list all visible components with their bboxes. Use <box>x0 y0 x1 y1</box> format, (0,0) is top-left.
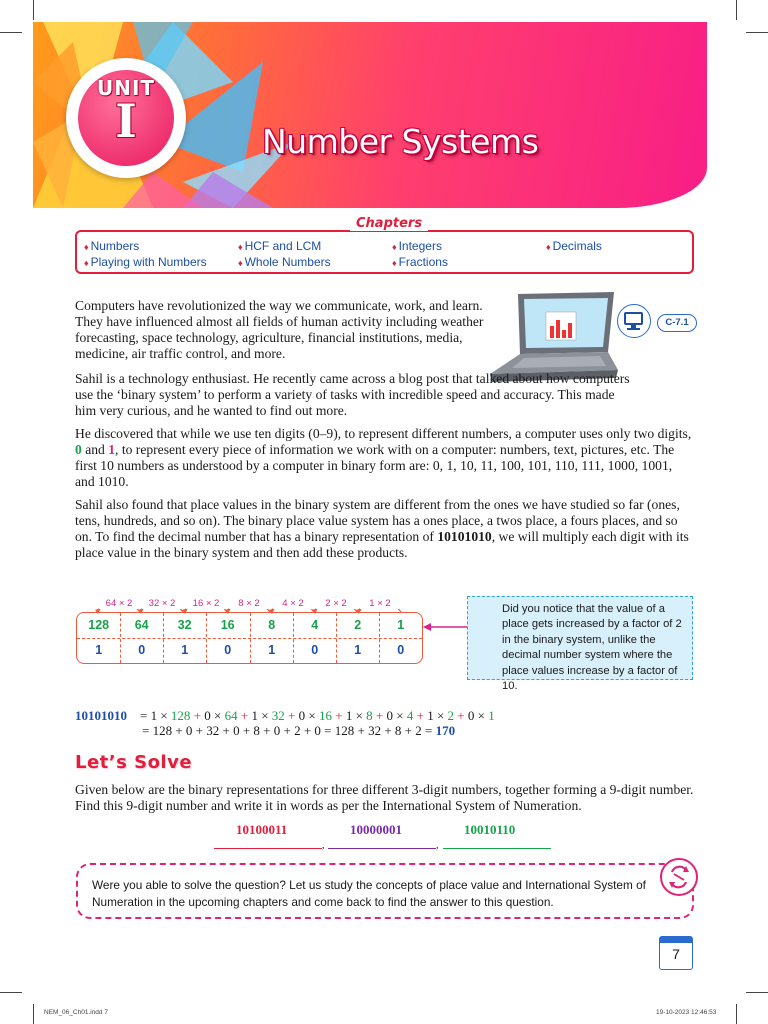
calculation-line-2: = 128 + 0 + 32 + 0 + 8 + 0 + 2 + 0 = 128 + 32 + 8 + 2 = 170 <box>142 723 456 738</box>
comma: , <box>436 840 439 851</box>
chapter-item[interactable]: ♦ Playing with Numbers <box>84 255 207 269</box>
note-box: Did you notice that the value of a place gets increased by a factor of 2 in the binary system, unlike the decimal number system where the place values increase by a factor of 10. <box>467 596 693 680</box>
slug-timestamp: 19-10-2023 12:46:53 <box>656 1009 717 1016</box>
digit-cell: 1 <box>354 643 362 657</box>
crop-mark <box>746 32 768 33</box>
place-value-cell: 16 <box>220 618 235 632</box>
answer-blank-3[interactable] <box>443 848 551 849</box>
crop-mark <box>746 992 768 993</box>
place-value-cell: 4 <box>311 618 319 632</box>
answer-blank-2[interactable] <box>328 848 436 849</box>
chapters-heading: Chapters <box>350 216 428 231</box>
arc-label: 2 × 2 <box>316 598 356 609</box>
crop-mark <box>33 1004 34 1024</box>
lets-solve-text: Given below are the binary representations for three different 3-digit numbers, together forming a 9-digit number. Find this 9-digit number and write it in words as per the International System of Numeration. <box>75 782 694 814</box>
digit-cell: 0 <box>397 643 405 657</box>
comma: , <box>322 840 325 851</box>
digit-cell: 0 <box>138 643 146 657</box>
paragraph-sahil: Sahil is a technology enthusiast. He recently came across a blog post that talked about how computers use the ‘binary system’ to perform a variety of tasks with incredible speed and accuracy. This made him very curious, and he wanted to find out more. <box>75 371 630 419</box>
chapter-item[interactable]: ♦ Numbers <box>84 239 140 253</box>
binary-number-3: 10010110 <box>464 822 516 837</box>
arc-label: 32 × 2 <box>142 598 182 609</box>
place-value-cell: 64 <box>134 618 149 632</box>
crop-mark <box>0 32 22 33</box>
digit-cell: 1 <box>95 643 103 657</box>
chapter-item[interactable]: ♦ Fractions <box>392 255 448 269</box>
binary-number-2: 10000001 <box>350 822 402 837</box>
unit-title: Number Systems <box>262 122 539 161</box>
unit-number: I <box>115 94 137 148</box>
crop-mark <box>736 1004 737 1024</box>
arc-label: 1 × 2 <box>360 598 400 609</box>
crop-mark <box>33 0 34 20</box>
binary-number-1: 10100011 <box>236 822 288 837</box>
place-value-cell: 8 <box>268 618 276 632</box>
place-value-cell: 128 <box>88 618 110 632</box>
digit-cell: 0 <box>224 643 232 657</box>
chapter-item[interactable]: ♦ Integers <box>392 239 442 253</box>
chapter-item[interactable]: ♦ Decimals <box>546 239 602 253</box>
place-value-cell: 32 <box>177 618 192 632</box>
calculation-line-1: 10101010 = 1 × 128 + 0 × 64 + 1 × 32 + 0 × 16 + 1 × 8 + 0 × 4 + 1 × 2 + 0 × 1 <box>75 708 495 723</box>
crop-mark <box>0 992 22 993</box>
digit-cell: 1 <box>268 643 276 657</box>
chapter-item[interactable]: ♦ HCF and LCM <box>238 239 322 253</box>
paragraph-intro: Computers have revolutionized the way we communicate, work, and learn. They have influenced almost all fields of human activity including weather forecasting, space technology, agriculture, financial institutions, media, medicine, air traffic control, and more. <box>75 298 484 362</box>
arc-label: 16 × 2 <box>186 598 226 609</box>
arc-label: 64 × 2 <box>99 598 139 609</box>
page-number: 7 <box>672 946 680 962</box>
arc-label: 4 × 2 <box>273 598 313 609</box>
digit-cell: 0 <box>311 643 319 657</box>
arrow-icon <box>423 620 471 634</box>
unit-label: UNIT <box>96 76 156 100</box>
revisit-icon <box>660 858 698 896</box>
chapter-item[interactable]: ♦ Whole Numbers <box>238 255 331 269</box>
place-value-cell: 1 <box>397 618 405 632</box>
digit-cell: 1 <box>181 643 189 657</box>
curriculum-code-badge: C-7.1 <box>657 314 697 332</box>
place-value-table <box>76 612 423 664</box>
paragraph-binary-digits: He discovered that while we use ten digits (0–9), to represent different numbers, a computer uses only two digits, 0 and 1, to represent every piece of information we work with on a computer: numbers, text, pictures, etc. The first 10 numbers as understood by a computer in binary form are: 0, 1, 10, 11, 100, 101, 110, 111, 1000, 1001, and 1010. <box>75 426 692 490</box>
paragraph-place-values: Sahil also found that place values in the binary system are different from the ones we have studied so far (ones, tens, hundreds, and so on). The binary place value system has a ones place, a twos place, a fours places, and so on. To find the decimal number that has a binary representation of 10101010, we will multiply each digit with its place value in the binary system and then add these products. <box>75 497 689 561</box>
answer-blank-1[interactable] <box>214 848 322 849</box>
arc-label: 8 × 2 <box>229 598 269 609</box>
computer-icon <box>617 304 651 338</box>
slug-filename: NEM_06_Ch01.indd 7 <box>44 1009 108 1016</box>
place-value-cell: 2 <box>354 618 362 632</box>
laptop-illustration <box>490 290 620 382</box>
reflect-box: Were you able to solve the question? Let us study the concepts of place value and International System of Numeration in the upcoming chapters and come back to find the answer to this question. <box>76 863 694 919</box>
crop-mark <box>736 0 737 20</box>
lets-solve-heading: Let’s Solve <box>75 752 193 773</box>
